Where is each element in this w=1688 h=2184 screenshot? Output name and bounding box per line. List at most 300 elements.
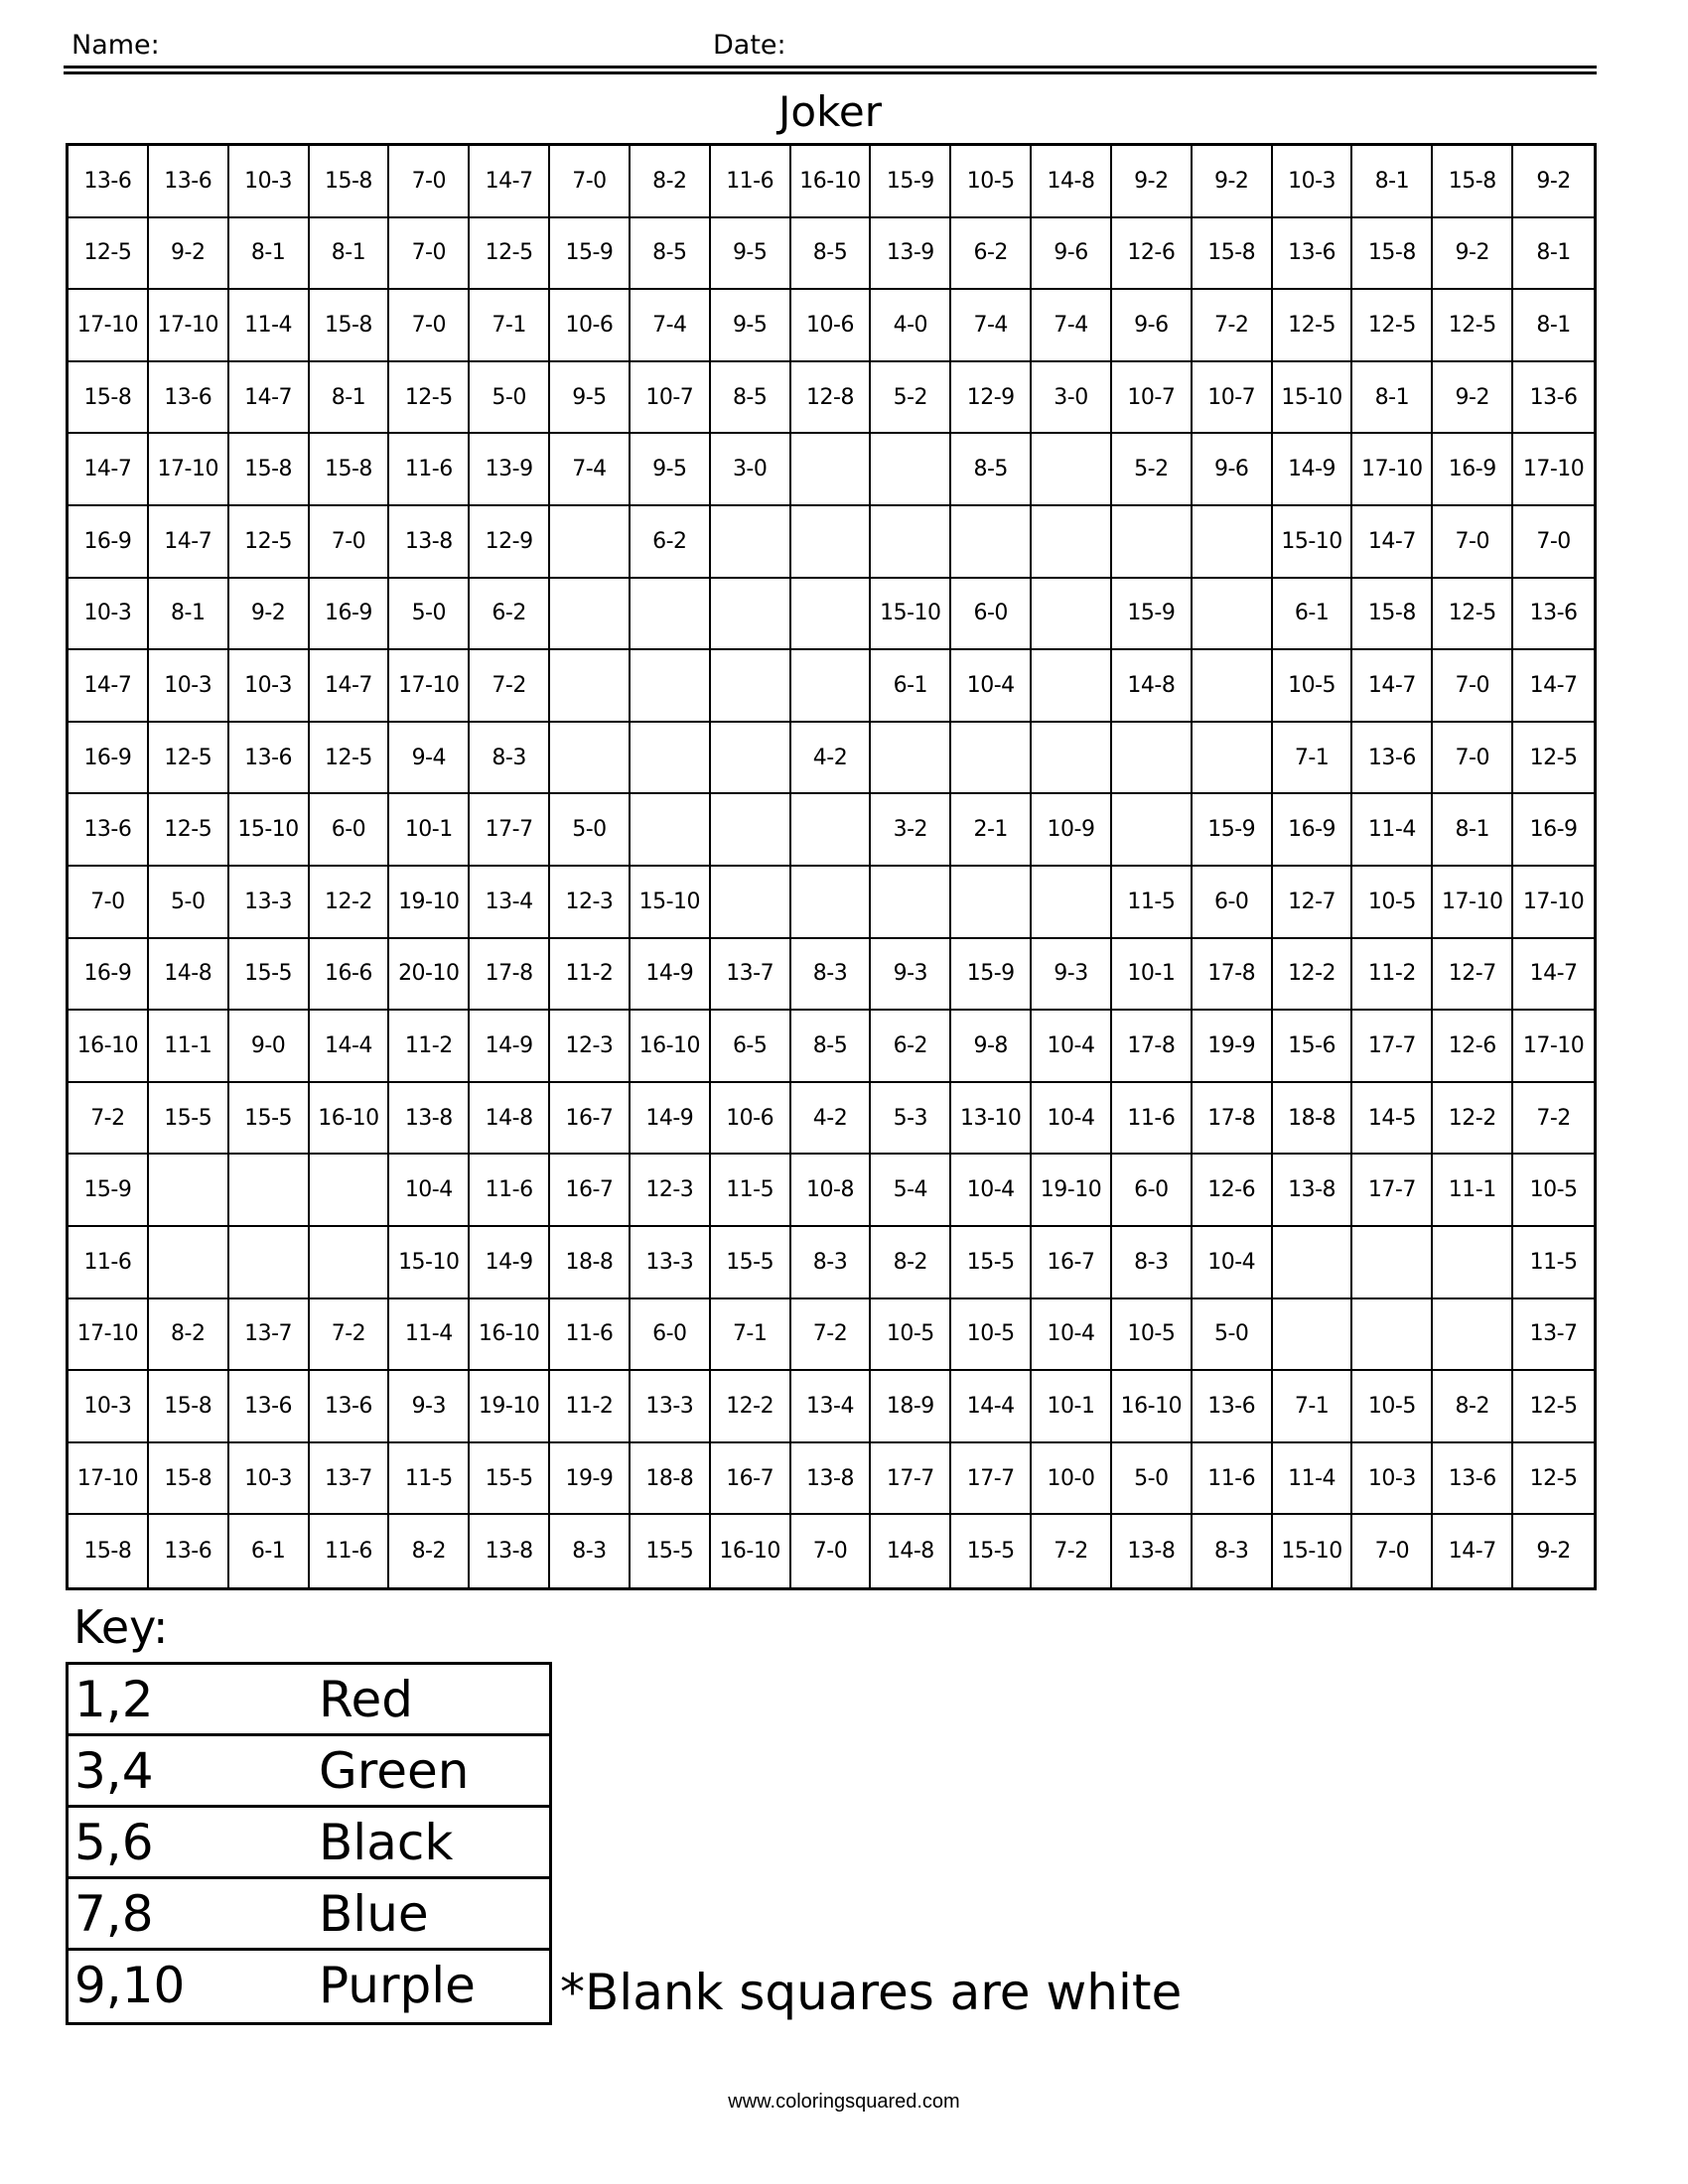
grid-cell: 12-6 <box>1112 218 1193 291</box>
grid-cell: 17-10 <box>1513 434 1594 506</box>
grid-cell: 14-9 <box>631 939 711 1012</box>
grid-cell: 4-2 <box>791 723 872 795</box>
key-row <box>69 1879 549 1951</box>
grid-cell: 10-1 <box>1032 1371 1112 1443</box>
grid-cell <box>149 1155 229 1227</box>
grid-cell: 10-3 <box>69 579 149 651</box>
grid-cell: 9-2 <box>149 218 229 291</box>
key-numbers: 7,8 <box>74 1885 154 1943</box>
grid-cell: 15-8 <box>149 1443 229 1516</box>
grid-cell: 11-4 <box>1352 794 1433 867</box>
puzzle-grid <box>66 143 1597 1590</box>
grid-cell: 11-5 <box>711 1155 791 1227</box>
grid-cell: 15-8 <box>310 434 390 506</box>
grid-cell: 9-5 <box>711 218 791 291</box>
grid-cell <box>229 1155 310 1227</box>
grid-cell: 16-10 <box>631 1011 711 1083</box>
grid-cell: 12-7 <box>1273 867 1353 939</box>
grid-cell: 9-3 <box>871 939 951 1012</box>
grid-cell: 15-8 <box>1352 579 1433 651</box>
grid-cell <box>1032 723 1112 795</box>
grid-cell: 13-6 <box>69 794 149 867</box>
grid-cell: 10-5 <box>1352 1371 1433 1443</box>
grid-cell: 14-7 <box>470 146 550 218</box>
grid-cell: 3-0 <box>1032 362 1112 435</box>
grid-cell: 15-5 <box>711 1227 791 1299</box>
grid-cell: 7-2 <box>1032 1515 1112 1587</box>
grid-cell: 16-9 <box>69 939 149 1012</box>
grid-cell: 10-7 <box>1112 362 1193 435</box>
grid-cell: 15-9 <box>550 218 631 291</box>
grid-cell: 10-4 <box>951 650 1032 723</box>
grid-cell: 5-0 <box>149 867 229 939</box>
grid-cell <box>149 1227 229 1299</box>
grid-cell: 6-0 <box>1193 867 1273 939</box>
grid-cell: 10-4 <box>1193 1227 1273 1299</box>
grid-cell: 17-7 <box>1352 1155 1433 1227</box>
grid-cell: 19-9 <box>550 1443 631 1516</box>
footer-url: www.coloringsquared.com <box>728 2091 960 2113</box>
grid-cell: 10-4 <box>1032 1011 1112 1083</box>
grid-cell: 9-2 <box>1433 362 1513 435</box>
grid-cell: 7-4 <box>951 290 1032 362</box>
grid-cell: 16-10 <box>1112 1371 1193 1443</box>
grid-cell: 13-6 <box>1352 723 1433 795</box>
grid-cell: 11-6 <box>1193 1443 1273 1516</box>
grid-cell <box>1032 506 1112 579</box>
grid-cell: 6-0 <box>1112 1155 1193 1227</box>
key-label: Key: <box>73 1600 169 1654</box>
grid-cell: 10-3 <box>69 1371 149 1443</box>
grid-cell: 10-1 <box>1112 939 1193 1012</box>
grid-cell: 9-0 <box>229 1011 310 1083</box>
grid-cell: 4-2 <box>791 1083 872 1156</box>
grid-cell: 8-2 <box>389 1515 470 1587</box>
grid-cell: 6-2 <box>470 579 550 651</box>
grid-cell: 11-6 <box>310 1515 390 1587</box>
grid-cell: 15-8 <box>69 362 149 435</box>
grid-cell: 9-3 <box>1032 939 1112 1012</box>
grid-cell: 13-7 <box>229 1299 310 1372</box>
grid-cell: 12-5 <box>1513 1443 1594 1516</box>
grid-cell: 14-8 <box>470 1083 550 1156</box>
grid-cell <box>550 506 631 579</box>
grid-cell: 13-8 <box>1112 1515 1193 1587</box>
grid-cell: 7-1 <box>1273 1371 1353 1443</box>
grid-cell: 17-10 <box>69 1443 149 1516</box>
grid-cell: 4-0 <box>871 290 951 362</box>
grid-cell: 8-3 <box>550 1515 631 1587</box>
grid-cell: 12-3 <box>631 1155 711 1227</box>
grid-cell: 11-6 <box>389 434 470 506</box>
grid-cell: 13-6 <box>1433 1443 1513 1516</box>
grid-cell: 11-5 <box>389 1443 470 1516</box>
grid-cell: 7-0 <box>389 290 470 362</box>
grid-cell: 8-3 <box>791 1227 872 1299</box>
grid-cell: 16-9 <box>310 579 390 651</box>
grid-cell: 9-3 <box>389 1371 470 1443</box>
grid-cell: 10-9 <box>1032 794 1112 867</box>
grid-cell: 9-2 <box>1112 146 1193 218</box>
grid-cell: 7-1 <box>1273 723 1353 795</box>
grid-cell: 12-5 <box>149 723 229 795</box>
grid-cell: 8-1 <box>229 218 310 291</box>
key-color-name: Purple <box>319 1957 476 2014</box>
grid-cell: 16-10 <box>69 1011 149 1083</box>
grid-cell: 14-5 <box>1352 1083 1433 1156</box>
grid-cell: 17-7 <box>951 1443 1032 1516</box>
grid-cell: 13-8 <box>1273 1155 1353 1227</box>
grid-cell: 7-0 <box>69 867 149 939</box>
grid-cell: 6-1 <box>871 650 951 723</box>
grid-cell: 16-9 <box>1513 794 1594 867</box>
grid-cell: 8-3 <box>1193 1515 1273 1587</box>
grid-cell: 12-3 <box>550 867 631 939</box>
grid-cell <box>1112 506 1193 579</box>
grid-cell: 15-5 <box>149 1083 229 1156</box>
grid-cell: 17-10 <box>1513 867 1594 939</box>
grid-cell: 15-5 <box>470 1443 550 1516</box>
grid-cell: 15-8 <box>1352 218 1433 291</box>
key-color-name: Green <box>319 1742 470 1800</box>
grid-cell: 13-6 <box>1513 362 1594 435</box>
key-row <box>69 1665 549 1736</box>
grid-cell <box>1193 579 1273 651</box>
grid-cell: 19-9 <box>1193 1011 1273 1083</box>
grid-cell: 10-3 <box>149 650 229 723</box>
grid-cell: 8-1 <box>149 579 229 651</box>
grid-cell: 13-6 <box>149 146 229 218</box>
grid-cell <box>711 794 791 867</box>
grid-cell <box>1433 1299 1513 1372</box>
grid-cell: 16-7 <box>1032 1227 1112 1299</box>
grid-cell: 5-0 <box>1193 1299 1273 1372</box>
grid-cell: 16-9 <box>69 506 149 579</box>
grid-cell: 12-9 <box>951 362 1032 435</box>
grid-cell: 8-5 <box>951 434 1032 506</box>
grid-cell: 5-0 <box>470 362 550 435</box>
grid-cell: 11-1 <box>1433 1155 1513 1227</box>
grid-cell: 16-9 <box>69 723 149 795</box>
grid-cell: 7-0 <box>1352 1515 1433 1587</box>
grid-cell: 10-5 <box>1112 1299 1193 1372</box>
grid-cell: 16-7 <box>711 1443 791 1516</box>
grid-cell: 15-9 <box>69 1155 149 1227</box>
grid-cell: 11-6 <box>470 1155 550 1227</box>
grid-cell: 5-0 <box>1112 1443 1193 1516</box>
name-label: Name: <box>71 30 160 61</box>
grid-cell: 10-3 <box>229 650 310 723</box>
grid-cell: 14-9 <box>631 1083 711 1156</box>
grid-cell: 15-5 <box>229 1083 310 1156</box>
grid-cell: 13-7 <box>1513 1299 1594 1372</box>
grid-cell: 13-8 <box>791 1443 872 1516</box>
grid-cell: 16-10 <box>791 146 872 218</box>
grid-cell: 10-7 <box>1193 362 1273 435</box>
key-numbers: 3,4 <box>74 1742 154 1800</box>
grid-cell: 7-2 <box>791 1299 872 1372</box>
grid-cell: 8-2 <box>871 1227 951 1299</box>
grid-cell: 13-6 <box>229 723 310 795</box>
grid-cell: 6-2 <box>871 1011 951 1083</box>
grid-cell: 12-5 <box>229 506 310 579</box>
grid-cell: 6-2 <box>631 506 711 579</box>
grid-cell: 3-0 <box>711 434 791 506</box>
grid-cell: 12-5 <box>1433 290 1513 362</box>
grid-cell: 12-2 <box>1433 1083 1513 1156</box>
grid-cell <box>1433 1227 1513 1299</box>
grid-cell: 13-4 <box>791 1371 872 1443</box>
grid-cell: 7-2 <box>1193 290 1273 362</box>
grid-cell: 10-4 <box>1032 1083 1112 1156</box>
grid-cell: 15-8 <box>1193 218 1273 291</box>
grid-cell: 5-2 <box>871 362 951 435</box>
grid-cell <box>1112 794 1193 867</box>
grid-cell: 13-4 <box>470 867 550 939</box>
grid-cell: 10-6 <box>711 1083 791 1156</box>
grid-cell: 15-5 <box>631 1515 711 1587</box>
grid-cell: 11-2 <box>1352 939 1433 1012</box>
grid-cell: 20-10 <box>389 939 470 1012</box>
grid-cell: 18-8 <box>550 1227 631 1299</box>
grid-cell: 11-4 <box>389 1299 470 1372</box>
grid-cell: 15-8 <box>149 1371 229 1443</box>
grid-cell: 14-4 <box>310 1011 390 1083</box>
grid-cell <box>791 794 872 867</box>
grid-cell: 9-6 <box>1032 218 1112 291</box>
grid-cell: 13-9 <box>871 218 951 291</box>
grid-cell: 13-6 <box>69 146 149 218</box>
grid-cell: 15-10 <box>631 867 711 939</box>
grid-cell: 7-0 <box>389 146 470 218</box>
grid-cell: 10-4 <box>951 1155 1032 1227</box>
grid-cell: 7-4 <box>631 290 711 362</box>
grid-cell: 18-8 <box>631 1443 711 1516</box>
grid-cell: 15-10 <box>229 794 310 867</box>
grid-cell: 7-0 <box>1433 650 1513 723</box>
grid-cell: 17-8 <box>470 939 550 1012</box>
grid-cell: 19-10 <box>1032 1155 1112 1227</box>
grid-cell: 10-6 <box>791 290 872 362</box>
grid-cell: 8-2 <box>149 1299 229 1372</box>
grid-cell: 12-6 <box>1433 1011 1513 1083</box>
grid-cell: 12-5 <box>149 794 229 867</box>
grid-cell: 17-10 <box>1352 434 1433 506</box>
grid-cell: 15-10 <box>1273 506 1353 579</box>
grid-cell: 17-10 <box>69 1299 149 1372</box>
grid-cell <box>711 650 791 723</box>
grid-cell: 14-8 <box>149 939 229 1012</box>
grid-cell: 15-5 <box>951 1227 1032 1299</box>
key-color-name: Red <box>319 1671 413 1728</box>
grid-cell: 7-0 <box>389 218 470 291</box>
grid-cell: 12-8 <box>791 362 872 435</box>
grid-cell: 14-8 <box>1112 650 1193 723</box>
grid-cell: 9-6 <box>1112 290 1193 362</box>
grid-cell: 13-9 <box>470 434 550 506</box>
grid-cell: 8-1 <box>1513 290 1594 362</box>
page-title: Joker <box>777 87 882 136</box>
grid-cell: 15-10 <box>1273 362 1353 435</box>
grid-cell <box>1352 1299 1433 1372</box>
grid-cell <box>791 506 872 579</box>
grid-cell: 12-5 <box>69 218 149 291</box>
grid-cell: 10-5 <box>871 1299 951 1372</box>
grid-cell: 7-1 <box>470 290 550 362</box>
grid-cell <box>550 579 631 651</box>
grid-cell: 11-4 <box>229 290 310 362</box>
grid-cell <box>1273 1299 1353 1372</box>
grid-cell: 15-10 <box>1273 1515 1353 1587</box>
grid-cell: 16-7 <box>550 1155 631 1227</box>
key-note: *Blank squares are white <box>560 1964 1183 2021</box>
grid-cell: 14-9 <box>1273 434 1353 506</box>
grid-cell: 6-0 <box>310 794 390 867</box>
grid-cell: 12-9 <box>470 506 550 579</box>
grid-cell: 11-5 <box>1112 867 1193 939</box>
grid-cell: 14-4 <box>951 1371 1032 1443</box>
grid-cell <box>711 723 791 795</box>
grid-cell: 17-10 <box>1433 867 1513 939</box>
grid-cell: 12-6 <box>1193 1155 1273 1227</box>
grid-cell: 11-2 <box>550 939 631 1012</box>
grid-cell: 13-8 <box>470 1515 550 1587</box>
grid-cell: 2-1 <box>951 794 1032 867</box>
grid-cell: 13-6 <box>1513 579 1594 651</box>
grid-cell: 8-5 <box>791 1011 872 1083</box>
grid-cell: 10-6 <box>550 290 631 362</box>
grid-cell: 17-7 <box>470 794 550 867</box>
grid-cell: 8-3 <box>470 723 550 795</box>
grid-cell: 13-8 <box>389 506 470 579</box>
grid-cell <box>229 1227 310 1299</box>
grid-cell: 16-10 <box>711 1515 791 1587</box>
grid-cell: 13-8 <box>389 1083 470 1156</box>
grid-cell <box>1032 434 1112 506</box>
grid-cell: 11-1 <box>149 1011 229 1083</box>
grid-cell: 8-3 <box>1112 1227 1193 1299</box>
grid-cell: 14-7 <box>1513 939 1594 1012</box>
grid-cell: 13-6 <box>149 362 229 435</box>
grid-cell: 15-6 <box>1273 1011 1353 1083</box>
grid-cell: 9-8 <box>951 1011 1032 1083</box>
grid-cell: 12-2 <box>711 1371 791 1443</box>
grid-cell: 14-7 <box>1433 1515 1513 1587</box>
grid-cell: 8-1 <box>1433 794 1513 867</box>
grid-cell: 15-8 <box>310 290 390 362</box>
grid-cell <box>310 1155 390 1227</box>
grid-cell: 12-5 <box>1513 723 1594 795</box>
grid-cell: 7-0 <box>1433 723 1513 795</box>
grid-cell <box>951 506 1032 579</box>
grid-cell: 8-1 <box>1513 218 1594 291</box>
grid-cell <box>1193 650 1273 723</box>
grid-cell: 8-3 <box>791 939 872 1012</box>
header-rule-top <box>64 66 1597 68</box>
grid-cell: 11-2 <box>389 1011 470 1083</box>
key-table <box>66 1662 552 2025</box>
grid-cell <box>791 434 872 506</box>
grid-cell: 10-5 <box>951 1299 1032 1372</box>
grid-cell: 11-6 <box>1112 1083 1193 1156</box>
grid-cell: 8-2 <box>631 146 711 218</box>
grid-cell: 7-0 <box>550 146 631 218</box>
grid-cell: 10-5 <box>951 146 1032 218</box>
grid-cell: 12-5 <box>1433 579 1513 651</box>
grid-cell: 13-10 <box>951 1083 1032 1156</box>
key-numbers: 1,2 <box>74 1671 154 1728</box>
grid-cell <box>1032 650 1112 723</box>
grid-cell: 7-2 <box>69 1083 149 1156</box>
grid-cell: 14-9 <box>470 1011 550 1083</box>
grid-cell <box>1032 579 1112 651</box>
grid-cell: 17-7 <box>1352 1011 1433 1083</box>
grid-cell: 5-0 <box>550 794 631 867</box>
grid-cell <box>951 723 1032 795</box>
grid-cell: 6-0 <box>631 1299 711 1372</box>
grid-cell: 12-5 <box>389 362 470 435</box>
grid-cell: 9-2 <box>229 579 310 651</box>
grid-cell: 10-8 <box>791 1155 872 1227</box>
grid-cell: 10-5 <box>1352 867 1433 939</box>
grid-cell: 17-10 <box>389 650 470 723</box>
grid-cell: 8-5 <box>631 218 711 291</box>
grid-cell <box>631 723 711 795</box>
grid-cell: 17-7 <box>871 1443 951 1516</box>
grid-cell: 14-7 <box>1352 650 1433 723</box>
grid-cell: 19-10 <box>389 867 470 939</box>
grid-cell: 18-9 <box>871 1371 951 1443</box>
grid-cell: 7-0 <box>1513 506 1594 579</box>
grid-cell: 13-3 <box>631 1371 711 1443</box>
grid-cell: 17-10 <box>149 290 229 362</box>
grid-cell: 10-3 <box>229 1443 310 1516</box>
grid-cell: 12-5 <box>310 723 390 795</box>
grid-cell: 10-3 <box>229 146 310 218</box>
date-label: Date: <box>713 30 786 61</box>
grid-cell: 9-6 <box>1193 434 1273 506</box>
grid-cell: 13-6 <box>149 1515 229 1587</box>
grid-cell <box>791 867 872 939</box>
grid-cell <box>310 1227 390 1299</box>
grid-cell: 17-8 <box>1193 939 1273 1012</box>
grid-cell <box>1112 723 1193 795</box>
key-color-name: Black <box>319 1814 454 1871</box>
grid-cell: 10-0 <box>1032 1443 1112 1516</box>
grid-cell <box>1193 723 1273 795</box>
grid-cell: 3-2 <box>871 794 951 867</box>
grid-cell <box>1193 506 1273 579</box>
key-numbers: 9,10 <box>74 1957 186 2014</box>
grid-cell <box>791 579 872 651</box>
grid-cell: 13-7 <box>711 939 791 1012</box>
grid-cell: 16-7 <box>550 1083 631 1156</box>
key-color-name: Blue <box>319 1885 429 1943</box>
grid-cell: 7-0 <box>310 506 390 579</box>
grid-cell <box>711 579 791 651</box>
grid-cell: 5-4 <box>871 1155 951 1227</box>
grid-cell: 15-9 <box>1112 579 1193 651</box>
grid-cell: 10-5 <box>1273 650 1353 723</box>
grid-cell: 13-6 <box>1193 1371 1273 1443</box>
grid-cell: 10-3 <box>1273 146 1353 218</box>
grid-cell: 9-2 <box>1193 146 1273 218</box>
grid-cell: 9-5 <box>711 290 791 362</box>
grid-cell: 13-6 <box>310 1371 390 1443</box>
grid-cell: 10-1 <box>389 794 470 867</box>
grid-cell: 12-2 <box>310 867 390 939</box>
grid-cell <box>951 867 1032 939</box>
